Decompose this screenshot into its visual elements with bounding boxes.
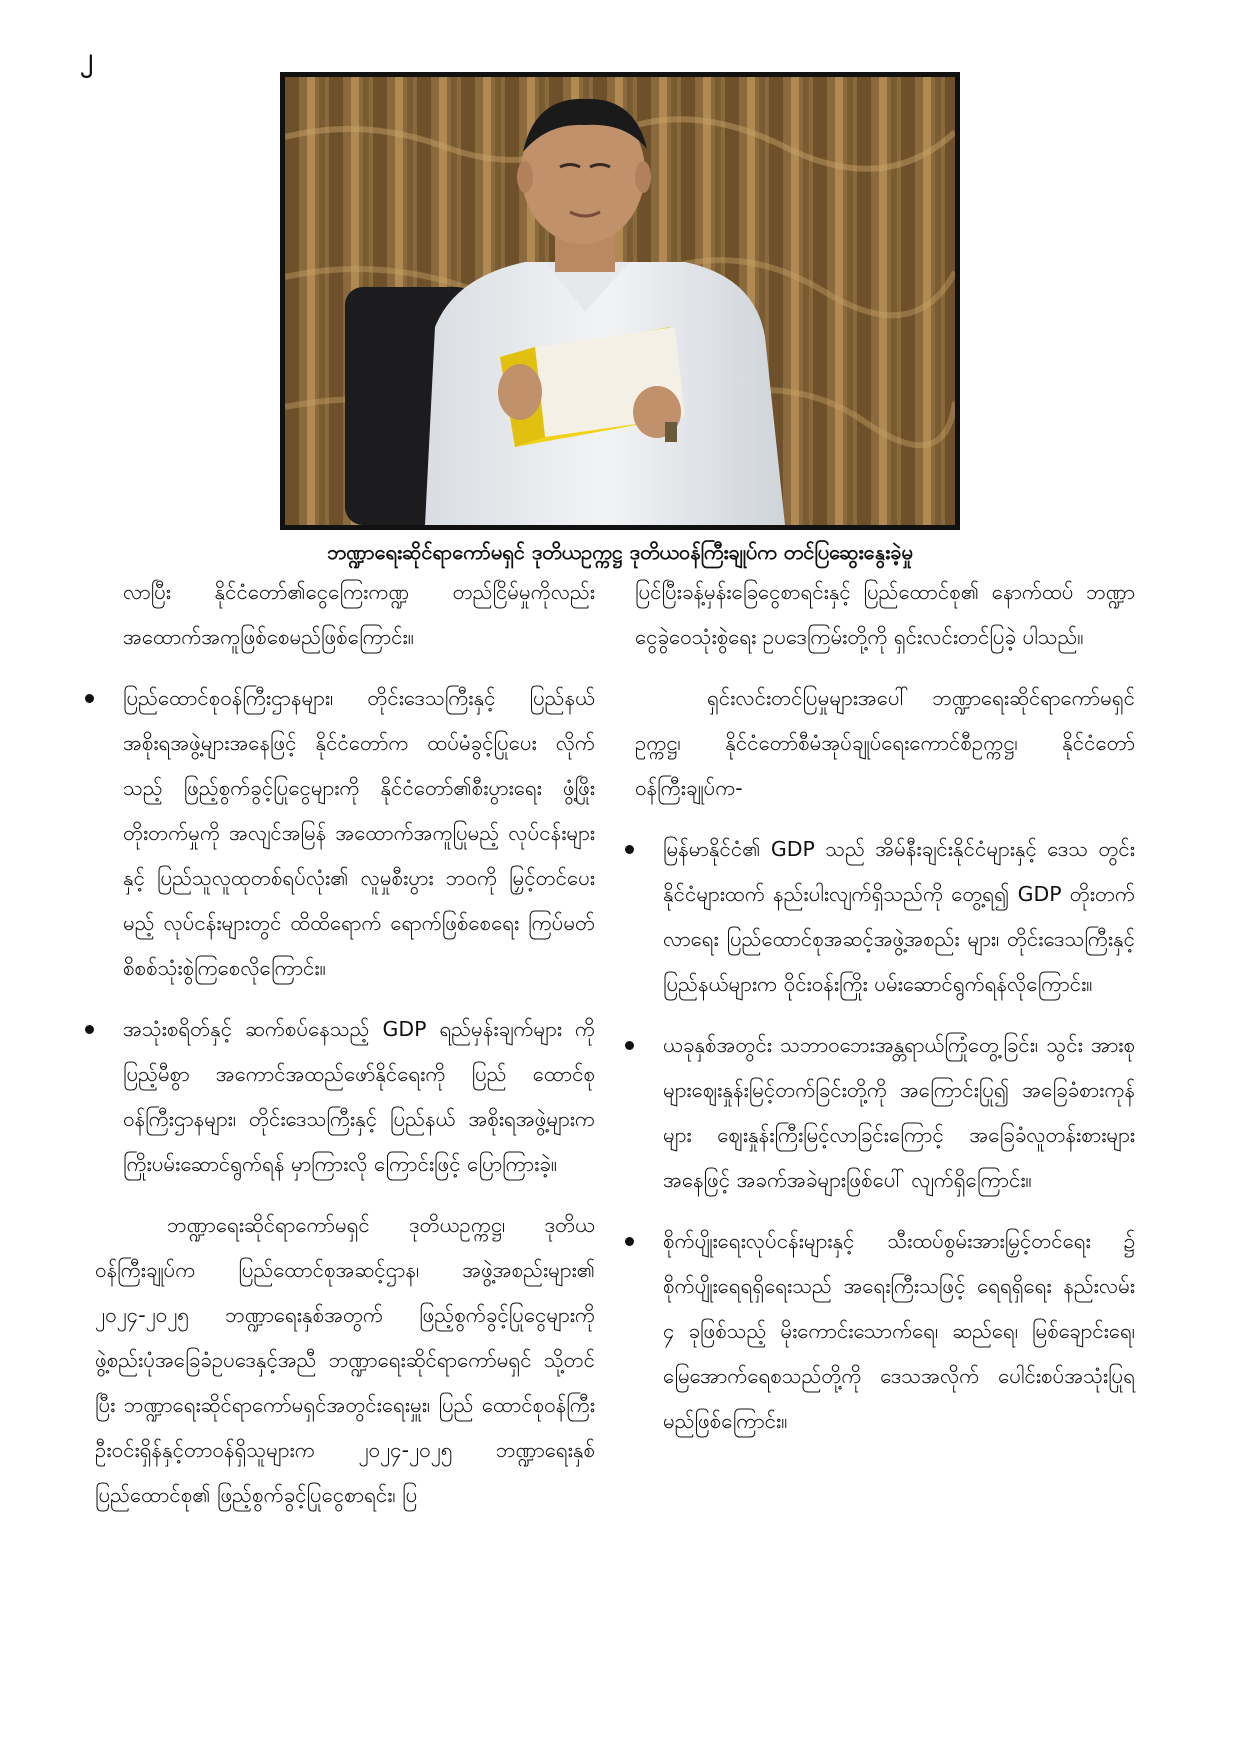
list-item: စိုက်ပျိုးရေးလုပ်ငန်းများနှင့် သီးထပ်စွမ်းအားမြှင့်တင်ရေး ၌ စိုက်ပျိုးရေရရှိရေးသည် အရေးကြီးသဖြင့် ရေရရှိရေး နည်းလမ်း ၄ ခုဖြစ်သည့် မိုးကောင်းသောက်ရေ၊ ဆည်ရေ၊ မြစ်ချောင်းရေ၊ မြေအောက်ရေစသည်တို့ကို ဒေသအလိုက် ပေါင်းစပ်အသုံးပြုရမည်ဖြစ်ကြောင်း။ bbox=[663, 1219, 1135, 1444]
news-photo bbox=[280, 72, 960, 530]
official-reading-document-photo-icon bbox=[285, 77, 955, 525]
list-item: ယခုနှစ်အတွင်း သဘာဝဘေးအန္တရာယ်ကြုံတွေ့ခြင်း၊ သွင်း အားစုများဈေးနှုန်းမြင့်တက်ခြင်းတို့ကို အကြောင်းပြု၍ အခြေခံစားကုန်များ ဈေးနှုန်းကြီးမြင့်လာခြင်းကြောင့် အခြေခံလူတန်းစားများအနေဖြင့် အခက်အခဲများဖြစ်ပေါ် လျက်ရှိကြောင်း။ bbox=[663, 1023, 1135, 1203]
list-item: အသုံးစရိတ်နှင့် ဆက်စပ်နေသည့် GDP ရည်မှန်းချက်များ ကို ပြည့်မီစွာ အကောင်အထည်ဖော်နိုင်ရေးကို ပြည် ထောင်စုဝန်ကြီးဌာနများ၊ တိုင်းဒေသကြီးနှင့် ပြည်နယ် အစိုးရအဖွဲ့များက ကြိုးပမ်းဆောင်ရွက်ရန် မှာကြားလို ကြောင်းဖြင့် ပြောကြားခဲ့။ bbox=[123, 1007, 595, 1187]
left-bullet-list bbox=[95, 676, 595, 1187]
right-bullet-list bbox=[635, 827, 1135, 1444]
right-column bbox=[635, 570, 1135, 1460]
right-body-paragraph: ရှင်းလင်းတင်ပြမှုများအပေါ် ဘဏ္ဍာရေးဆိုင်ရာကော်မရှင် ဥက္ကဋ္ဌ၊ နိုင်ငံတော်စီမံအုပ်ချုပ်ရေးကောင်စီဥက္ကဋ္ဌ၊ နိုင်ငံတော် ဝန်ကြီးချုပ်က- bbox=[635, 686, 1135, 800]
left-intro-paragraph: လာပြီး နိုင်ငံတော်၏ငွေကြေးကဏ္ဍ တည်ငြိမ်မှုကိုလည်း အထောက်အကူဖြစ်စေမည်ဖြစ်ကြောင်း။ bbox=[123, 580, 595, 649]
list-item: မြန်မာနိုင်ငံ၏ GDP သည် အိမ်နီးချင်းနိုင်ငံများနှင့် ဒေသ တွင်းနိုင်ငံများထက် နည်းပါးလျက်ရှိသည်ကို တွေ့ရ၍ GDP တိုးတက်လာရေး ပြည်ထောင်စုအဆင့်အဖွဲ့အစည်း များ၊ တိုင်းဒေသကြီးနှင့် ပြည်နယ်များက ဝိုင်းဝန်းကြိုး ပမ်းဆောင်ရွက်ရန်လိုကြောင်း။ bbox=[663, 827, 1135, 1007]
photo-caption: ဘဏ္ဍာရေးဆိုင်ရာကော်မရှင် ဒုတိယဥက္ကဋ္ဌ ဒုတိယဝန်ကြီးချုပ်က တင်ပြဆွေးနွေးခဲ့မှု bbox=[327, 540, 913, 564]
right-intro-paragraph: ပြင်ပြီးခန့်မှန်းခြေငွေစာရင်းနှင့် ပြည်ထောင်စု၏ နောက်ထပ် ဘဏ္ဍာငွေခွဲဝေသုံးစွဲရေး ဥပဒေကြမ်းတို့ကို ရှင်းလင်းတင်ပြခဲ့ ပါသည်။ bbox=[635, 580, 1135, 649]
left-body-paragraph: ဘဏ္ဍာရေးဆိုင်ရာကော်မရှင် ဒုတိယဥက္ကဋ္ဌ၊ ဒုတိယ ဝန်ကြီးချုပ်က ပြည်ထောင်စုအဆင့်ဌာန၊ အဖွဲ့အစည်းများ၏ ၂၀၂၄-၂၀၂၅ ဘဏ္ဍာရေးနှစ်အတွက် ဖြည့်စွက်ခွင့်ပြုငွေများကို ဖွဲ့စည်းပုံအခြေခံဥပဒေနှင့်အညီ ဘဏ္ဍာရေးဆိုင်ရာကော်မရှင် သို့တင်ပြီး ဘဏ္ဍာရေးဆိုင်ရာကော်မရှင်အတွင်းရေးမှူး၊ ပြည် ထောင်စုဝန်ကြီး ဦးဝင်းရှိန်နှင့်တာဝန်ရှိသူများက ၂၀၂၄-၂၀၂၅ ဘဏ္ဍာရေးနှစ် ပြည်ထောင်စု၏ ဖြည့်စွက်ခွင့်ပြုငွေစာရင်း၊ ပြ bbox=[95, 1213, 595, 1507]
list-item: ပြည်ထောင်စုဝန်ကြီးဌာနများ၊ တိုင်းဒေသကြီးနှင့် ပြည်နယ် အစိုးရအဖွဲ့များအနေဖြင့် နိုင်ငံတော်က ထပ်မံခွင့်ပြုပေး လိုက်သည့် ဖြည့်စွက်ခွင့်ပြုငွေများကို နိုင်ငံတော်၏စီးပွားရေး ဖွံ့ဖြိုးတိုးတက်မှုကို အလျင်အမြန် အထောက်အကူပြုမည့် လုပ်ငန်းများနှင့် ပြည်သူလူထုတစ်ရပ်လုံး၏ လူမှုစီးပွား ဘဝကို မြှင့်တင်ပေးမည့် လုပ်ငန်းများတွင် ထိထိရောက် ရောက်ဖြစ်စေရေး ကြပ်မတ်စိစစ်သုံးစွဲကြစေလိုကြောင်း။ bbox=[123, 676, 595, 991]
left-column bbox=[95, 570, 595, 1534]
page-number: ၂ bbox=[80, 43, 93, 73]
